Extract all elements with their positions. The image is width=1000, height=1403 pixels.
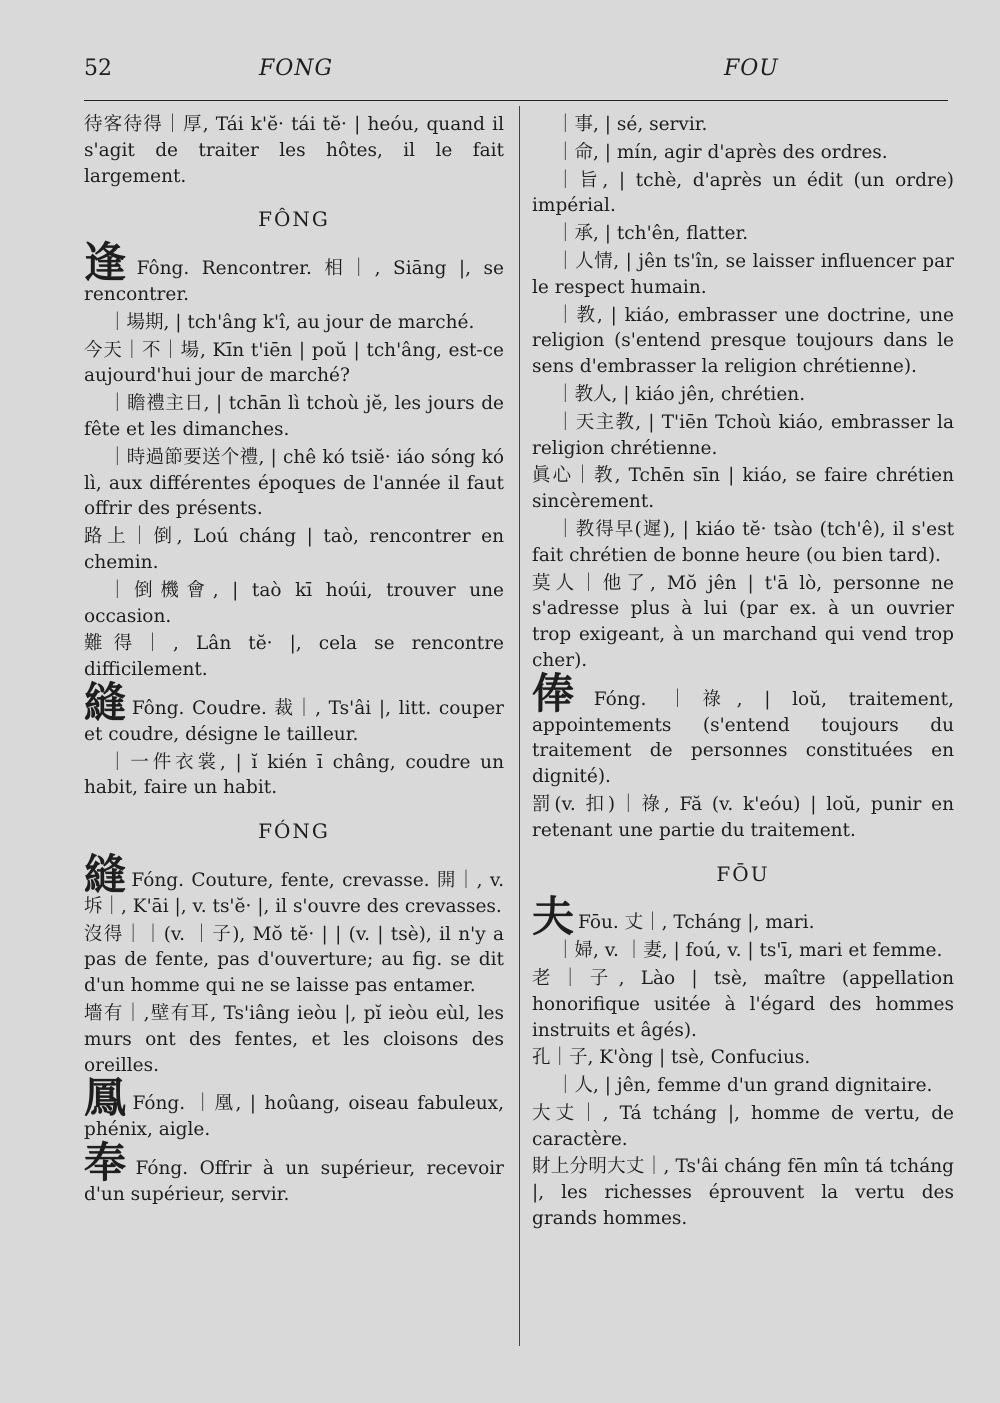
- dictionary-entry: [84, 677, 504, 748]
- entry-text: Fóng. ｜祿, | loŭ, traitement, appointements (s'entend toujours du traitement de personnes constituées en dignité).: [532, 688, 954, 788]
- sub-entry: [84, 750, 504, 802]
- dictionary-entry: [532, 668, 954, 790]
- entry-text: 待客待得｜厚, Tái k'ĕ· tái tĕ· | heóu, quand il s'agit de traiter les hôtes, il le fait largement.: [84, 114, 504, 187]
- dictionary-entry: [532, 1045, 954, 1071]
- sub-entry: [532, 938, 954, 964]
- dictionary-entry: [84, 338, 504, 390]
- entry-text: Fóng. Couture, fente, crevasse. 開｜, v. 坼｜, K'āi |, v. ts'ĕ· |, il s'ouvre des crevasses.: [84, 869, 504, 917]
- entry-text: ｜人情, | jên ts'în, se laisser influencer par le respect humain.: [532, 250, 954, 298]
- sub-entry: [84, 578, 504, 630]
- entry-text: 孔｜子, K'òng | tsè, Confucius.: [532, 1047, 811, 1069]
- dictionary-entry: [532, 571, 954, 674]
- entry-text: ｜倒機會, | taò kī hoúi, trouver une occasion.: [84, 579, 504, 627]
- sub-entry: [532, 221, 954, 247]
- head-character: 縫: [84, 849, 128, 899]
- entry-text: 路上｜倒, Loú cháng | taò, rencontrer en chemin.: [84, 526, 504, 573]
- entry-text: ｜時過節要送个禮, | chê kó tsiĕ· iáo sóng kó lì, aux différentes époques de l'année il faut offrir des présents.: [84, 446, 504, 520]
- sub-entry: [532, 303, 954, 380]
- running-head-right: FOU: [724, 56, 779, 81]
- sub-entry: [532, 517, 954, 569]
- sub-entry: [84, 445, 504, 522]
- dictionary-entry: [532, 1154, 954, 1231]
- entry-text: ｜教得早(遲), | kiáo tĕ· tsào (tch'ê), il s'est fait chrétien de bonne heure (ou bien tard).: [532, 518, 954, 566]
- dictionary-entry: [84, 1073, 504, 1143]
- entry-text: 老｜子, Lào | tsè, maître (appellation honorifique usitée à l'égard des hommes instruits et âgés).: [532, 967, 954, 1041]
- entry-text: ｜天主教, | T'iēn Tchoù kiáo, embrasser la religion chrétienne.: [532, 411, 954, 459]
- entry-text: ｜命, | mín, agir d'après des ordres.: [556, 141, 888, 163]
- entry-text: Fóng. ｜凰, | hoûang, oiseau fabuleux, phénix, aigle.: [84, 1093, 504, 1141]
- dictionary-entry: [84, 1001, 504, 1078]
- head-character: 俸: [532, 668, 590, 718]
- running-head-left: FONG: [259, 56, 334, 81]
- dictionary-entry: [84, 524, 504, 576]
- head-character: 奉: [84, 1137, 132, 1187]
- dictionary-entry: [532, 1101, 954, 1153]
- dictionary-entry: [84, 238, 504, 308]
- section-heading: FŌU: [716, 861, 770, 886]
- sub-entry: [84, 391, 504, 443]
- head-character: 逢: [84, 238, 133, 288]
- entry-text: ｜教, | kiáo, embrasser une doctrine, une religion (s'entend presque toujours dans le sens d'embrasser la religion chrétienne).: [532, 304, 954, 378]
- entry-text: 莫人｜他了, Mŏ jên | t'ā lò, personne ne s'adresse plus à lui (par ex. à un ouvrier trop exigeant, à un marchand qui vend trop cher).: [532, 572, 954, 671]
- sub-entry: [532, 382, 954, 408]
- entry-text: ｜教人, | kiáo jên, chrétien.: [556, 383, 806, 405]
- entry-text: 墻有｜,壁有耳, Ts'iâng ieòu |, pĭ ieòu eùl, les murs ont des fentes, et les cloisons des oreilles.: [84, 1002, 504, 1076]
- dictionary-entry: [84, 922, 504, 999]
- entry-text: Fông. Rencontrer. 相｜, Siāng |, se rencontrer.: [84, 258, 504, 305]
- entry-text: 大丈｜, Tá tcháng |, homme de vertu, de caractère.: [532, 1102, 954, 1150]
- dictionary-entry: [532, 463, 954, 515]
- head-character: 縫: [84, 677, 128, 727]
- entry-text: 難得｜, Lân tĕ· |, cela se rencontre difficilement.: [84, 633, 504, 681]
- dictionary-entry: [532, 966, 954, 1043]
- entry-text: ｜瞻禮主日, | tchān lì tchoù jĕ, les jours de fête et les dimanches.: [84, 393, 504, 440]
- entry-text: 眞心｜教, Tchēn sīn | kiáo, se faire chrétien sincèrement.: [532, 465, 954, 513]
- sub-entry: [84, 310, 504, 336]
- entry-text: Fōu. 丈｜, Tcháng |, mari.: [578, 912, 815, 934]
- dictionary-entry: [84, 849, 504, 920]
- right-column: [532, 112, 954, 1234]
- entry-text: ｜旨, | tchè, d'après un édit (un ordre) impérial.: [532, 169, 954, 217]
- page-header: [84, 56, 948, 86]
- entry-text: ｜一件衣裳, | ĭ kién ī châng, coudre un habit, faire un habit.: [84, 751, 504, 799]
- entry-text: 財上分明大丈｜, Ts'âi cháng fēn mîn tá tcháng |, les richesses éprouvent la vertu des grands hommes.: [532, 1156, 954, 1230]
- sub-entry: [532, 168, 954, 220]
- sub-entry: [532, 249, 954, 301]
- left-column: [84, 112, 504, 1209]
- column-divider: [519, 106, 520, 1346]
- page-number: 52: [84, 56, 112, 81]
- entry-text: ｜場期, | tch'âng k'î, au jour de marché.: [108, 311, 475, 333]
- header-rule: [84, 100, 948, 101]
- entry-text: 今天｜不｜場, Kīn t'iēn | poŭ | tch'âng, est-ce aujourd'hui jour de marché?: [84, 339, 504, 387]
- entry-text: ｜承, | tch'ên, flatter.: [556, 223, 749, 245]
- entry-text: Fông. Coudre. 裁｜, Ts'âi |, litt. couper et coudre, désigne le tailleur.: [84, 697, 504, 745]
- sub-entry: [532, 140, 954, 166]
- section-heading: FÓNG: [258, 819, 330, 844]
- dictionary-entry: [84, 112, 504, 189]
- entry-text: 沒得｜｜(v. ｜子), Mŏ tĕ· | | (v. | tsè), il n'y a pas de fente, pas d'ouverture; au fig. se dit d'un homme qui ne se laisse pas entamer.: [84, 923, 504, 997]
- sub-entry: [532, 1073, 954, 1099]
- sub-entry: [532, 410, 954, 462]
- entry-text: ｜人, | jên, femme d'un grand dignitaire.: [556, 1075, 933, 1097]
- entry-text: ｜婦, v. ｜妻, | foú, v. | ts'ī, mari et femme.: [556, 940, 943, 962]
- dictionary-entry: [84, 1137, 504, 1208]
- dictionary-entry: [84, 631, 504, 683]
- entry-text: 罰(v. 扣)｜祿, Fă (v. k'eóu) | loŭ, punir en retenant une partie du traitement.: [532, 793, 954, 841]
- head-character: 夫: [532, 892, 575, 942]
- dictionary-entry: [532, 892, 954, 942]
- sub-entry: [532, 112, 954, 138]
- entry-text: ｜事, | sé, servir.: [556, 114, 708, 135]
- section-heading: FÔNG: [258, 207, 330, 232]
- head-character: 鳳: [84, 1073, 129, 1123]
- dictionary-entry: [532, 792, 954, 844]
- entry-text: Fóng. Offrir à un supérieur, recevoir d'un supérieur, servir.: [84, 1157, 504, 1205]
